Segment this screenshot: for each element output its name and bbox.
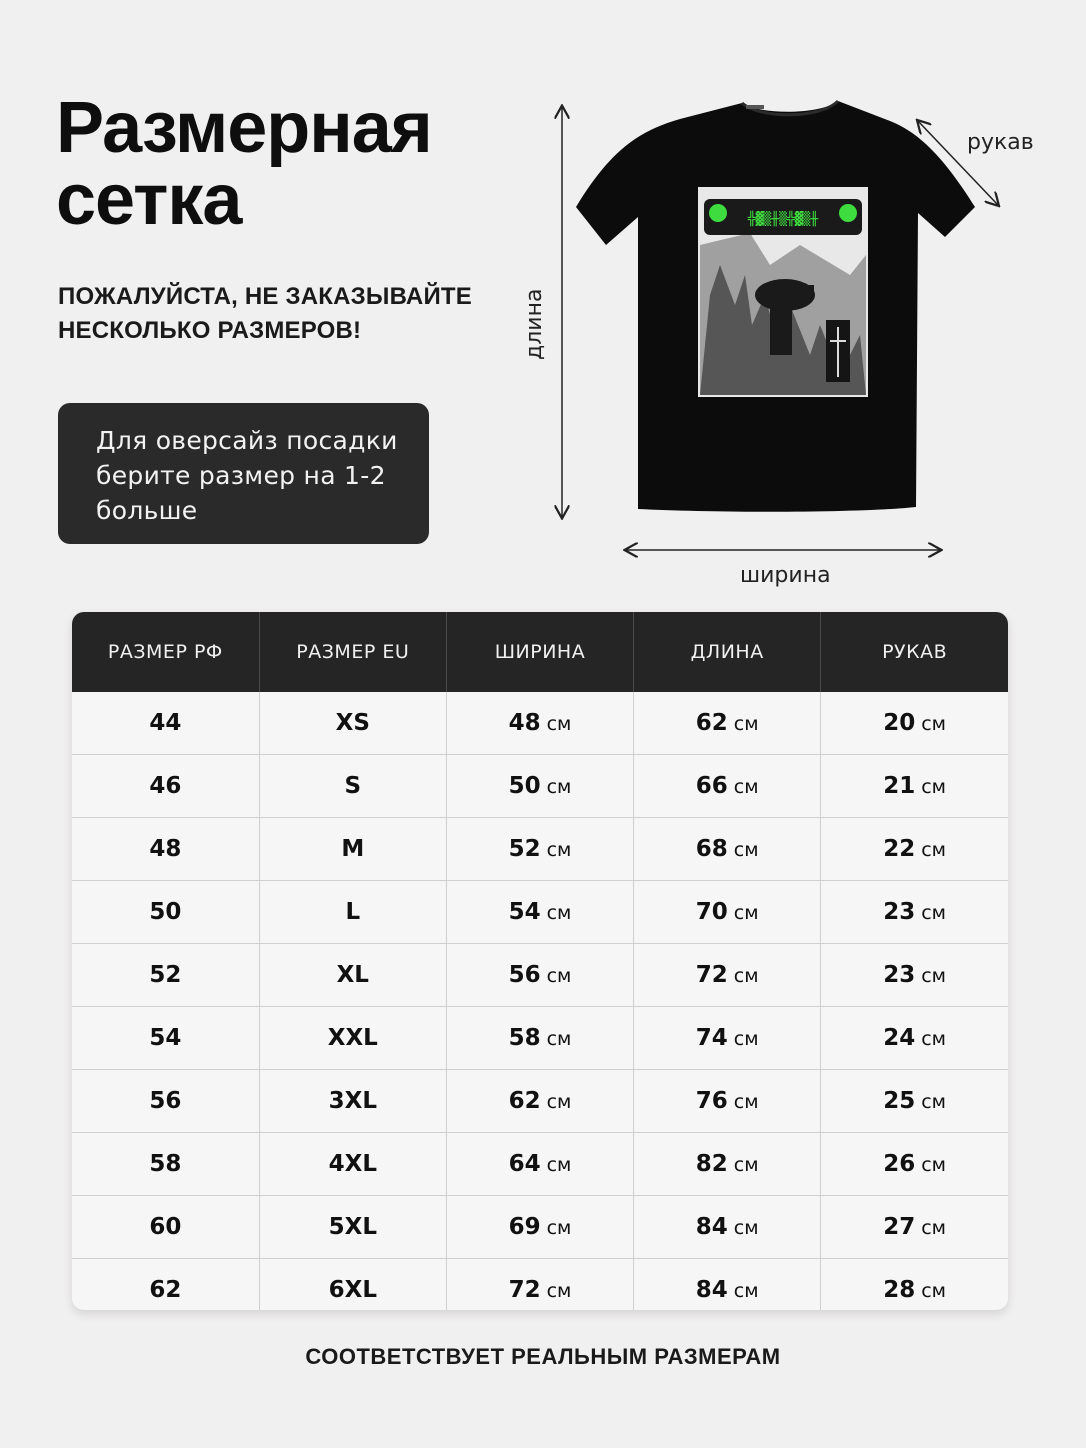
cell-width — [446, 1259, 633, 1311]
length-label: длина — [522, 288, 547, 360]
cell-value: 44 — [149, 710, 182, 736]
cell-unit: см — [733, 1217, 759, 1239]
order-warning-line-2: НЕСКОЛЬКО РАЗМЕРОВ! — [58, 317, 362, 344]
cell-value: 62 — [149, 1277, 182, 1303]
table-row — [72, 818, 1008, 881]
cell-length — [634, 881, 821, 944]
cell-unit: см — [733, 965, 759, 987]
cell-length — [634, 818, 821, 881]
cell-unit: см — [921, 902, 947, 924]
order-warning — [58, 280, 472, 348]
cell-value: 22 — [883, 836, 916, 862]
cell-value: 66 — [695, 773, 728, 799]
oversize-note-line-1: Для оверсайз посадки — [96, 426, 398, 455]
header-width: ШИРИНА — [446, 612, 633, 692]
cell-unit: см — [921, 1091, 947, 1113]
cell-unit: см — [733, 713, 759, 735]
cell-unit: см — [733, 776, 759, 798]
cell-value: 28 — [883, 1277, 916, 1303]
cell-eu — [259, 1259, 446, 1311]
width-label: ширина — [740, 563, 831, 588]
table-row — [72, 1196, 1008, 1259]
cell-eu — [259, 944, 446, 1007]
cell-length — [634, 1007, 821, 1070]
cell-value: 68 — [695, 836, 728, 862]
cell-value: 23 — [883, 962, 916, 988]
cell-unit: см — [546, 1280, 572, 1302]
cell-unit: см — [921, 713, 947, 735]
cell-sleeve — [821, 1133, 1008, 1196]
fit-footer: СООТВЕТСТВУЕТ РЕАЛЬНЫМ РАЗМЕРАМ — [305, 1344, 781, 1369]
cell-value: 50 — [508, 773, 541, 799]
cell-value: 27 — [883, 1214, 916, 1240]
cell-rf — [72, 1070, 259, 1133]
page-title-line-2: сетка — [56, 160, 242, 240]
cell-width — [446, 1133, 633, 1196]
cell-unit: см — [546, 1091, 572, 1113]
cell-value: 54 — [149, 1025, 182, 1051]
cell-width — [446, 692, 633, 755]
cell-sleeve — [821, 1196, 1008, 1259]
table-row — [72, 944, 1008, 1007]
cell-value: 76 — [695, 1088, 728, 1114]
cell-sleeve — [821, 755, 1008, 818]
cell-value: 72 — [508, 1277, 541, 1303]
cell-rf — [72, 1196, 259, 1259]
cell-rf — [72, 881, 259, 944]
cell-sleeve — [821, 1007, 1008, 1070]
cell-value: 56 — [149, 1088, 182, 1114]
table-row — [72, 1007, 1008, 1070]
cell-value: 3XL — [328, 1088, 377, 1114]
cell-value: 48 — [508, 710, 541, 736]
cell-unit: см — [733, 1028, 759, 1050]
header-size-rf: РАЗМЕР РФ — [72, 612, 259, 692]
header-size-eu: РАЗМЕР EU — [259, 612, 446, 692]
cell-rf — [72, 692, 259, 755]
cell-value: 46 — [149, 773, 182, 799]
cell-value: XS — [335, 710, 370, 736]
table-row — [72, 1259, 1008, 1311]
cell-unit: см — [546, 839, 572, 861]
cell-value: 52 — [149, 962, 182, 988]
cell-length — [634, 1196, 821, 1259]
cell-unit: см — [546, 1217, 572, 1239]
cell-value: 25 — [883, 1088, 916, 1114]
oversize-note-line-2: берите размер на 1-2 — [96, 461, 386, 490]
cell-unit: см — [546, 1028, 572, 1050]
oversize-note — [58, 403, 429, 544]
cell-sleeve — [821, 692, 1008, 755]
header-sleeve: РУКАВ — [821, 612, 1008, 692]
cell-unit: см — [733, 839, 759, 861]
cell-unit: см — [733, 1091, 759, 1113]
table-row — [72, 692, 1008, 755]
cell-rf — [72, 818, 259, 881]
cell-unit: см — [733, 902, 759, 924]
cell-value: 70 — [695, 899, 728, 925]
cell-unit: см — [546, 713, 572, 735]
cell-value: 58 — [149, 1151, 182, 1177]
cell-value: XL — [336, 962, 369, 988]
cell-sleeve — [821, 944, 1008, 1007]
cell-value: 20 — [883, 710, 916, 736]
size-table-header — [72, 612, 1008, 692]
cell-value: 23 — [883, 899, 916, 925]
cell-value: 62 — [695, 710, 728, 736]
cell-sleeve — [821, 881, 1008, 944]
cell-rf — [72, 1007, 259, 1070]
cell-value: 26 — [883, 1151, 916, 1177]
cell-sleeve — [821, 1070, 1008, 1133]
cell-value: 52 — [508, 836, 541, 862]
cell-value: 6XL — [328, 1277, 377, 1303]
cell-rf — [72, 944, 259, 1007]
cell-eu — [259, 692, 446, 755]
cell-value: 58 — [508, 1025, 541, 1051]
cell-value: 64 — [508, 1151, 541, 1177]
cell-eu — [259, 755, 446, 818]
cell-unit: см — [921, 776, 947, 798]
svg-text:╬▓▒╫▒╬▓▒╫: ╬▓▒╫▒╬▓▒╫ — [747, 212, 819, 227]
cell-eu — [259, 1133, 446, 1196]
cell-width — [446, 755, 633, 818]
cell-eu — [259, 818, 446, 881]
cell-sleeve — [821, 1259, 1008, 1311]
cell-length — [634, 1133, 821, 1196]
cell-value: 82 — [695, 1151, 728, 1177]
cell-unit: см — [733, 1280, 759, 1302]
cell-length — [634, 1070, 821, 1133]
cell-rf — [72, 1259, 259, 1311]
cell-rf — [72, 1133, 259, 1196]
cell-value: 60 — [149, 1214, 182, 1240]
order-warning-line-1: ПОЖАЛУЙСТА, НЕ ЗАКАЗЫВАЙТЕ — [58, 283, 472, 310]
cell-value: 72 — [695, 962, 728, 988]
size-table — [72, 612, 1008, 1310]
cell-unit: см — [921, 1154, 947, 1176]
cell-length — [634, 755, 821, 818]
cell-value: 62 — [508, 1088, 541, 1114]
cell-value: L — [345, 899, 361, 925]
cell-rf — [72, 755, 259, 818]
cell-value: 74 — [695, 1025, 728, 1051]
tshirt-illustration — [520, 95, 1060, 595]
oversize-note-line-3: больше — [96, 496, 198, 525]
cell-value: 4XL — [328, 1151, 377, 1177]
table-row — [72, 1133, 1008, 1196]
cell-value: 21 — [883, 773, 916, 799]
cell-unit: см — [921, 839, 947, 861]
cell-width — [446, 1070, 633, 1133]
cell-eu — [259, 881, 446, 944]
cell-value: XXL — [327, 1025, 378, 1051]
cell-value: 54 — [508, 899, 541, 925]
cell-unit: см — [546, 902, 572, 924]
cell-value: 69 — [508, 1214, 541, 1240]
cell-length — [634, 1259, 821, 1311]
table-row — [72, 1070, 1008, 1133]
cell-value: 84 — [695, 1214, 728, 1240]
page-title — [56, 88, 432, 240]
cell-unit: см — [921, 965, 947, 987]
sleeve-label: рукав — [967, 130, 1034, 155]
cell-sleeve — [821, 818, 1008, 881]
cell-length — [634, 944, 821, 1007]
cell-unit: см — [546, 965, 572, 987]
table-row — [72, 755, 1008, 818]
cell-width — [446, 1196, 633, 1259]
cell-unit: см — [546, 776, 572, 798]
cell-value: 50 — [149, 899, 182, 925]
cell-value: 56 — [508, 962, 541, 988]
cell-unit: см — [546, 1154, 572, 1176]
cell-width — [446, 818, 633, 881]
header-length: ДЛИНА — [634, 612, 821, 692]
cell-width — [446, 881, 633, 944]
cell-value: 48 — [149, 836, 182, 862]
cell-eu — [259, 1007, 446, 1070]
page-title-line-1: Размерная — [56, 88, 432, 168]
cell-value: S — [344, 773, 362, 799]
cell-value: 24 — [883, 1025, 916, 1051]
cell-unit: см — [921, 1028, 947, 1050]
cell-unit: см — [733, 1154, 759, 1176]
cell-width — [446, 1007, 633, 1070]
table-row — [72, 881, 1008, 944]
cell-eu — [259, 1070, 446, 1133]
cell-value: M — [341, 836, 365, 862]
cell-length — [634, 692, 821, 755]
cell-eu — [259, 1196, 446, 1259]
cell-value: 5XL — [328, 1214, 377, 1240]
cell-value: 84 — [695, 1277, 728, 1303]
cell-unit: см — [921, 1280, 947, 1302]
tshirt-figure — [520, 95, 1060, 595]
cell-width — [446, 944, 633, 1007]
cell-unit: см — [921, 1217, 947, 1239]
